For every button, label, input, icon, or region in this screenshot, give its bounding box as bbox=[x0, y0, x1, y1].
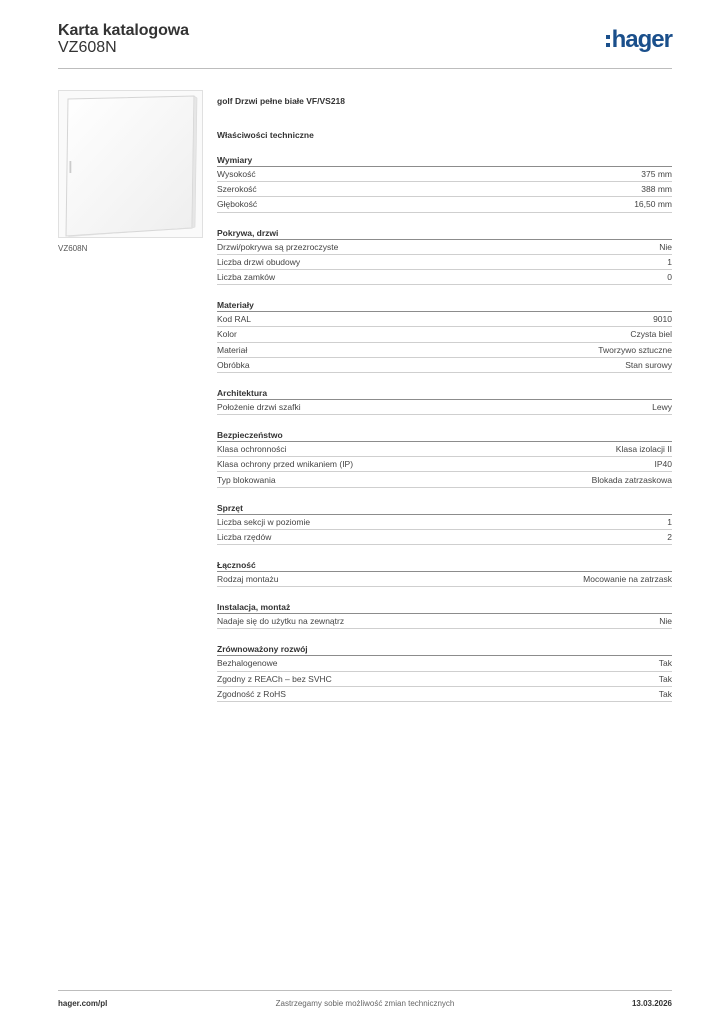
spec-label: Klasa ochrony przed wnikaniem (IP) bbox=[217, 459, 354, 470]
spec-value: 1 bbox=[667, 256, 672, 267]
logo-dots-icon bbox=[606, 35, 610, 47]
spec-label: Głębokość bbox=[217, 199, 258, 210]
page-footer bbox=[58, 999, 672, 1011]
spec-row bbox=[217, 255, 672, 270]
spec-row bbox=[217, 400, 672, 415]
spec-label: Zgodność z RoHS bbox=[217, 688, 286, 699]
header-divider bbox=[58, 68, 672, 69]
spec-row bbox=[217, 197, 672, 212]
spec-label: Zgodny z REACh – bez SVHC bbox=[217, 673, 332, 684]
spec-label: Rodzaj montażu bbox=[217, 574, 279, 585]
spec-label: Szerokość bbox=[217, 184, 257, 195]
document-title: Karta katalogowa bbox=[58, 22, 189, 39]
section-title: Zrównoważony rozwój bbox=[217, 643, 672, 656]
spec-row bbox=[217, 572, 672, 587]
footer-date: 13.03.2026 bbox=[631, 999, 672, 1008]
spec-value: Stan surowy bbox=[625, 359, 672, 370]
spec-row bbox=[217, 457, 672, 472]
logo-text: hager bbox=[611, 26, 672, 53]
section-title: Bezpieczeństwo bbox=[217, 429, 672, 442]
spec-section bbox=[217, 502, 672, 545]
spec-value: Blokada zatrzaskowa bbox=[591, 474, 672, 485]
spec-value: 375 mm bbox=[641, 169, 672, 180]
product-details bbox=[217, 96, 672, 702]
spec-row bbox=[217, 515, 672, 530]
spec-value: Lewy bbox=[652, 401, 672, 412]
spec-label: Liczba drzwi obudowy bbox=[217, 256, 301, 267]
spec-section bbox=[217, 643, 672, 702]
spec-row bbox=[217, 270, 672, 285]
section-title: Pokrywa, drzwi bbox=[217, 227, 672, 240]
spec-label: Położenie drzwi szafki bbox=[217, 401, 301, 412]
section-title: Instalacja, montaż bbox=[217, 601, 672, 614]
spec-value: IP40 bbox=[654, 459, 672, 470]
white-door-panel-icon bbox=[59, 91, 204, 239]
page-header bbox=[58, 22, 672, 70]
spec-value: 9010 bbox=[653, 314, 672, 325]
footer-website-link[interactable]: hager.com/pl bbox=[58, 999, 108, 1008]
spec-row bbox=[217, 182, 672, 197]
product-code: VZ608N bbox=[58, 39, 117, 56]
spec-value: Tak bbox=[658, 688, 672, 699]
section-title: Wymiary bbox=[217, 154, 672, 167]
spec-section bbox=[217, 601, 672, 629]
spec-value: Mocowanie na zatrzask bbox=[583, 574, 672, 585]
section-title: Sprzęt bbox=[217, 502, 672, 515]
spec-value: Nie bbox=[659, 616, 672, 627]
spec-label: Bezhalogenowe bbox=[217, 658, 278, 669]
spec-value: Klasa izolacji II bbox=[615, 444, 672, 455]
spec-label: Typ blokowania bbox=[217, 474, 276, 485]
section-title: Materiały bbox=[217, 299, 672, 312]
spec-row bbox=[217, 312, 672, 327]
spec-value: Tak bbox=[658, 658, 672, 669]
spec-section bbox=[217, 429, 672, 488]
spec-value: 16,50 mm bbox=[634, 199, 672, 210]
spec-row bbox=[217, 672, 672, 687]
product-image bbox=[58, 90, 203, 238]
spec-value: 1 bbox=[667, 516, 672, 527]
spec-value: 388 mm bbox=[641, 184, 672, 195]
spec-section bbox=[217, 559, 672, 587]
spec-value: Tworzywo sztuczne bbox=[598, 344, 672, 355]
spec-value: 2 bbox=[667, 531, 672, 542]
spec-label: Klasa ochronności bbox=[217, 444, 287, 455]
spec-value: Czysta biel bbox=[630, 329, 672, 340]
spec-row bbox=[217, 167, 672, 182]
spec-label: Obróbka bbox=[217, 359, 250, 370]
spec-row bbox=[217, 472, 672, 487]
spec-label: Kolor bbox=[217, 329, 237, 340]
technical-properties-title: Właściwości techniczne bbox=[217, 130, 314, 140]
product-name: golf Drzwi pełne białe VF/VS218 bbox=[217, 96, 346, 106]
spec-label: Liczba rzędów bbox=[217, 531, 272, 542]
spec-row bbox=[217, 240, 672, 255]
spec-row bbox=[217, 656, 672, 671]
spec-value: Nie bbox=[659, 241, 672, 252]
spec-row bbox=[217, 530, 672, 545]
spec-label: Materiał bbox=[217, 344, 248, 355]
spec-section bbox=[217, 227, 672, 286]
section-title: Łączność bbox=[217, 559, 672, 572]
spec-label: Kod RAL bbox=[217, 314, 252, 325]
hager-logo bbox=[606, 28, 672, 52]
spec-section bbox=[217, 387, 672, 415]
spec-row bbox=[217, 687, 672, 702]
spec-value: 0 bbox=[667, 272, 672, 283]
section-title: Architektura bbox=[217, 387, 672, 400]
spec-label: Nadaje się do użytku na zewnątrz bbox=[217, 616, 345, 627]
spec-section bbox=[217, 154, 672, 213]
spec-section bbox=[217, 299, 672, 373]
spec-row bbox=[217, 327, 672, 342]
spec-row bbox=[217, 343, 672, 358]
footer-divider bbox=[58, 990, 672, 991]
image-caption: VZ608N bbox=[58, 244, 88, 253]
spec-sections bbox=[217, 154, 672, 702]
spec-label: Liczba zamków bbox=[217, 272, 276, 283]
spec-value: Tak bbox=[658, 673, 672, 684]
spec-label: Wysokość bbox=[217, 169, 256, 180]
footer-disclaimer: Zastrzegamy sobie możliwość zmian technicznych bbox=[275, 999, 455, 1008]
spec-row bbox=[217, 614, 672, 629]
spec-row bbox=[217, 358, 672, 373]
spec-row bbox=[217, 442, 672, 457]
spec-label: Liczba sekcji w poziomie bbox=[217, 516, 311, 527]
spec-label: Drzwi/pokrywa są przezroczyste bbox=[217, 241, 339, 252]
